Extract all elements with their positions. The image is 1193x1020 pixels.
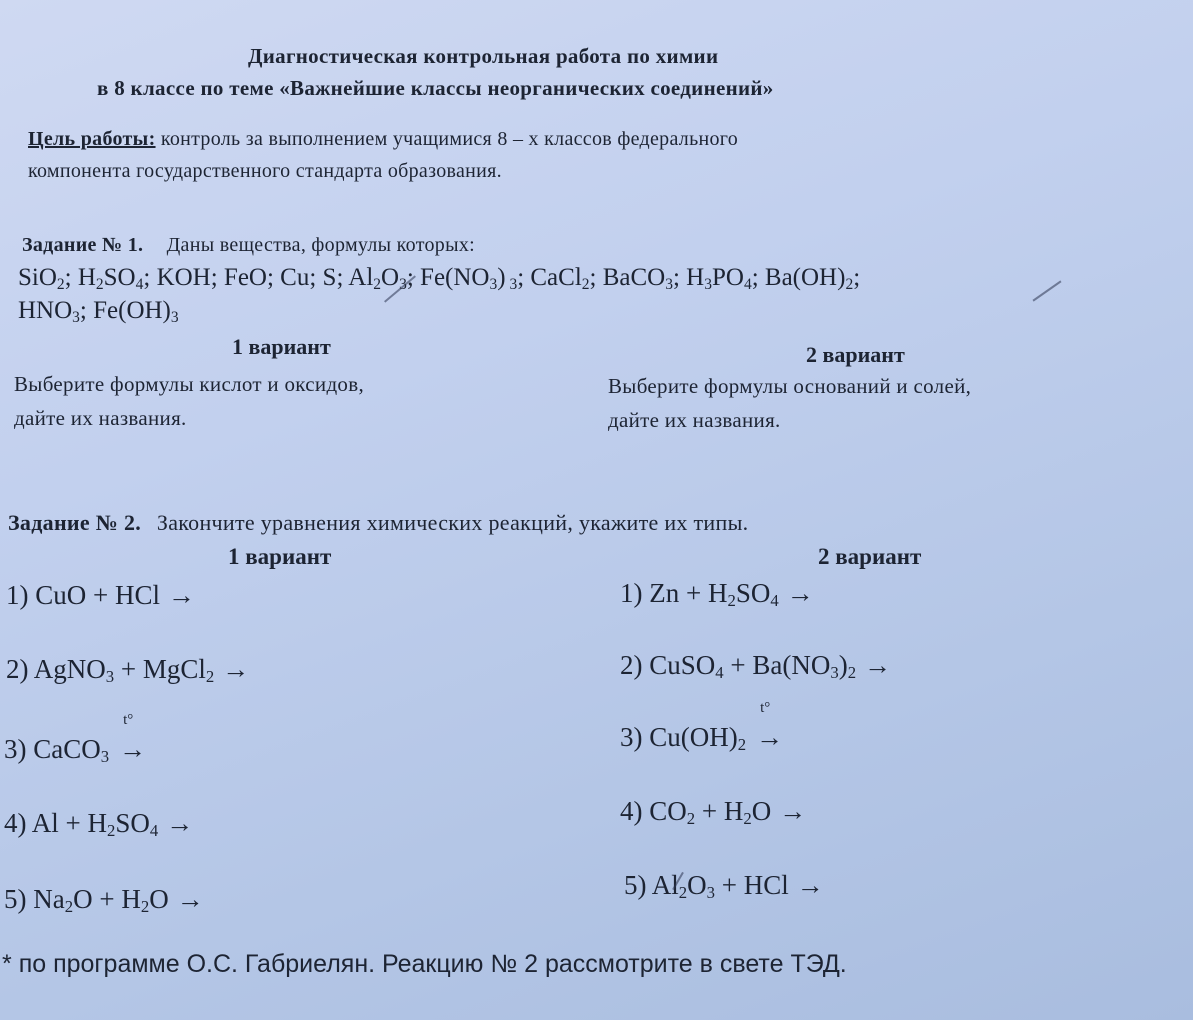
v1-reaction-1: 1) CuO + HCl → <box>6 580 195 610</box>
asterisk-icon: * <box>2 950 12 978</box>
reaction-number: 3) <box>620 722 643 752</box>
task1-formulas-line2: $HNO_3$; $Fe(OH)_3$ <box>18 297 179 326</box>
task2-variant2-title: 2 вариант <box>818 544 922 569</box>
v1-reaction-2: 2) AgNO$_3$ + MgCl$_2$ → <box>6 654 250 687</box>
task1-label: Задание № 1. <box>22 234 144 256</box>
pencil-mark <box>1033 280 1062 301</box>
task2-text: Закончите уравнения химических реакций, укажите их типы. <box>156 510 749 535</box>
reaction-number: 5) <box>4 884 27 914</box>
arrow-icon: → <box>168 580 195 610</box>
v2-reaction-3: 3) $Cu(OH)_2$ t° → <box>620 700 784 755</box>
page-title-line2: в 8 классе по теме «Важнейшие классы неорганических соединений» <box>97 76 774 100</box>
reaction-number: 1) <box>620 578 643 608</box>
v2-reaction-2: 2) CuSO$_4$ + $Ba(NO_3)_2$ → <box>620 650 892 683</box>
task2-header <box>8 510 748 536</box>
v2-reaction-1: 1) $Zn + H_2SO_4$ → <box>620 578 814 611</box>
arrow-icon: → <box>864 650 892 680</box>
goal-text1: контроль за выполнением учащимися 8 – х классов федерального <box>160 128 739 150</box>
goal-line2: компонента государственного стандарта образования. <box>28 160 502 182</box>
task1-variant1-title: 1 вариант <box>232 334 331 359</box>
v1-reaction-3: 3) CaCO$_3$ t° → <box>4 712 147 767</box>
task1-variant2-line1: Выберите формулы оснований и солей, <box>608 374 972 398</box>
footnote <box>2 950 847 979</box>
v1-reaction-4: 4) $Al + H_2SO_4$ → <box>4 808 194 841</box>
task1-variant1-line2: дайте их названия. <box>14 406 187 430</box>
task2-label: Задание № 2. <box>8 510 142 535</box>
reaction-number: 3) <box>4 734 27 764</box>
arrow-icon: → <box>166 808 194 838</box>
goal-label: Цель работы: <box>28 128 156 150</box>
arrow-icon: → <box>779 796 807 826</box>
arrow-icon: → <box>176 884 204 914</box>
task1-variant2-line2: дайте их названия. <box>608 408 781 432</box>
v2-reaction-5: 5) $Al_2O_3$ + HCl → <box>624 870 824 903</box>
arrow-icon: → <box>222 654 250 684</box>
task2-variant1-title: 1 вариант <box>228 544 332 569</box>
task1-header <box>22 234 475 257</box>
heat-label: t° <box>760 700 771 716</box>
task1-variant2-title: 2 вариант <box>806 342 905 367</box>
arrow-icon: → <box>756 722 784 752</box>
footnote-text: по программе О.С. Габриелян. Реакцию № 2 рассмотрите в свете ТЭД. <box>18 950 847 978</box>
reaction-number: 4) <box>620 796 643 826</box>
arrow-icon: → <box>119 734 147 764</box>
v2-reaction-4: 4) $CO_2 + H_2O$ → <box>620 796 807 829</box>
goal-line1 <box>28 128 738 151</box>
task1-intro: Даны вещества, формулы которых: <box>166 234 475 256</box>
reaction-number: 2) <box>6 654 29 684</box>
reaction-number: 1) <box>6 580 29 610</box>
task1-formulas-line1: SiO$_2$; $H_2SO_4$; KOH; FeO; Cu; S; $Al_2O_3$; $Fe(NO_3)$ $_3$; CaCl$_2$; BaCO$_3$; $H_3PO_4$; $Ba(OH)_2$; <box>18 264 861 293</box>
page-title-line1: Диагностическая контрольная работа по химии <box>248 44 719 68</box>
heat-label: t° <box>123 712 134 728</box>
arrow-icon: → <box>786 578 814 608</box>
reaction-number: 4) <box>4 808 27 838</box>
reaction-number: 5) <box>624 870 647 900</box>
arrow-icon: → <box>796 870 824 900</box>
reaction-number: 2) <box>620 650 643 680</box>
task1-variant1-line1: Выберите формулы кислот и оксидов, <box>14 372 364 396</box>
v1-reaction-5: 5) $Na_2O + H_2O$ → <box>4 884 204 917</box>
